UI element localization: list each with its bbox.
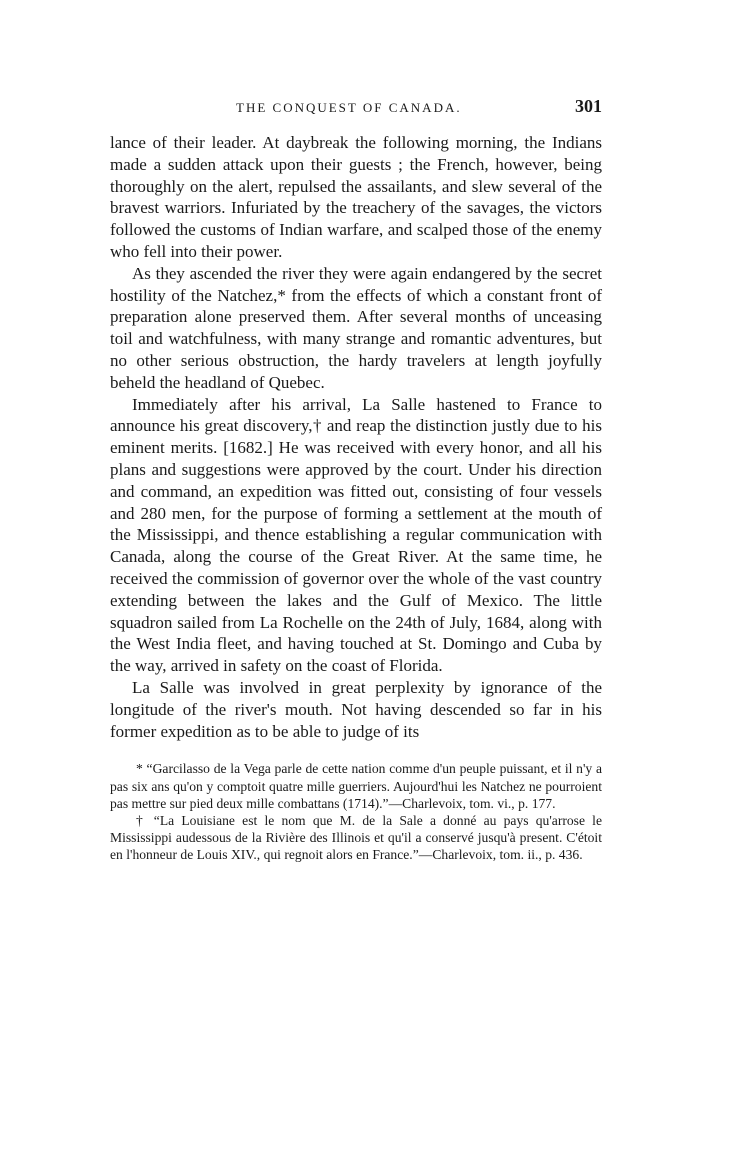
book-page bbox=[110, 96, 602, 864]
running-head bbox=[110, 96, 602, 124]
body-text bbox=[110, 132, 602, 742]
paragraph-longitude: La Salle was involved in great perplexity by ignorance of the longitude of the river's mouth. Not having descended so far in his former expedition as to be able to judge of its bbox=[110, 677, 602, 741]
footnotes bbox=[110, 760, 602, 863]
paragraph-natchez: As they ascended the river they were again endangered by the secret hostility of the Natchez,* from the effects of which a constant front of preparation alone preserved them. After several months of unceasing toil and watchfulness, with many strange and romantic adventures, but no other serious obstruction, the hardy travelers at length joyfully beheld the headland of Quebec. bbox=[110, 263, 602, 392]
running-title: THE CONQUEST OF CANADA. bbox=[236, 100, 462, 115]
footnote-dagger: † “La Louisiane est le nom que M. de la Sale a donné au pays qu'arrose le Mississippi audessous de la Rivière des Illinois et qu'il a conservé jusqu'à present. C'étoit en l'honneur de Louis XIV., qui regnoit alors en France.”—Charlevoix, tom. ii., p. 436. bbox=[110, 812, 602, 863]
paragraph-continued: lance of their leader. At daybreak the following morning, the Indians made a sudden attack upon their guests ; the French, however, being thoroughly on the alert, repulsed the assailants, and slew several of the bravest warriors. Infuriated by the treachery of the savages, the victors followed the customs of Indian warfare, and scalped those of the enemy who fell into their power. bbox=[110, 133, 602, 261]
paragraph-la-salle-france: Immediately after his arrival, La Salle hastened to France to announce his great discovery,† and reap the distinction justly due to his eminent merits. [1682.] He was received with every honor, and all his plans and suggestions were approved by the court. Under his direction and command, an expedition was fitted out, consisting of four vessels and 280 men, for the purpose of forming a settlement at the mouth of the Mississippi, and thence establishing a regular communication with Canada, along the course of the Great River. At the same time, he received the commission of governor over the whole of the vast country extending between the lakes and the Gulf of Mexico. The little squadron sailed from La Rochelle on the 24th of July, 1684, along with the West India fleet, and having touched at St. Domingo and Cuba by the way, arrived in safety on the coast of Florida. bbox=[110, 394, 602, 676]
footnote-asterisk: * “Garcilasso de la Vega parle de cette nation comme d'un peuple puissant, et il n'y a pas six ans qu'on y comptoit quatre mille guerriers. Aujourd'hui les Natchez ne pourroient pas mettre sur pied deux mille combattans (1714).”—Charlevoix, tom. vi., p. 177. bbox=[110, 761, 602, 811]
page-number: 301 bbox=[575, 96, 602, 116]
